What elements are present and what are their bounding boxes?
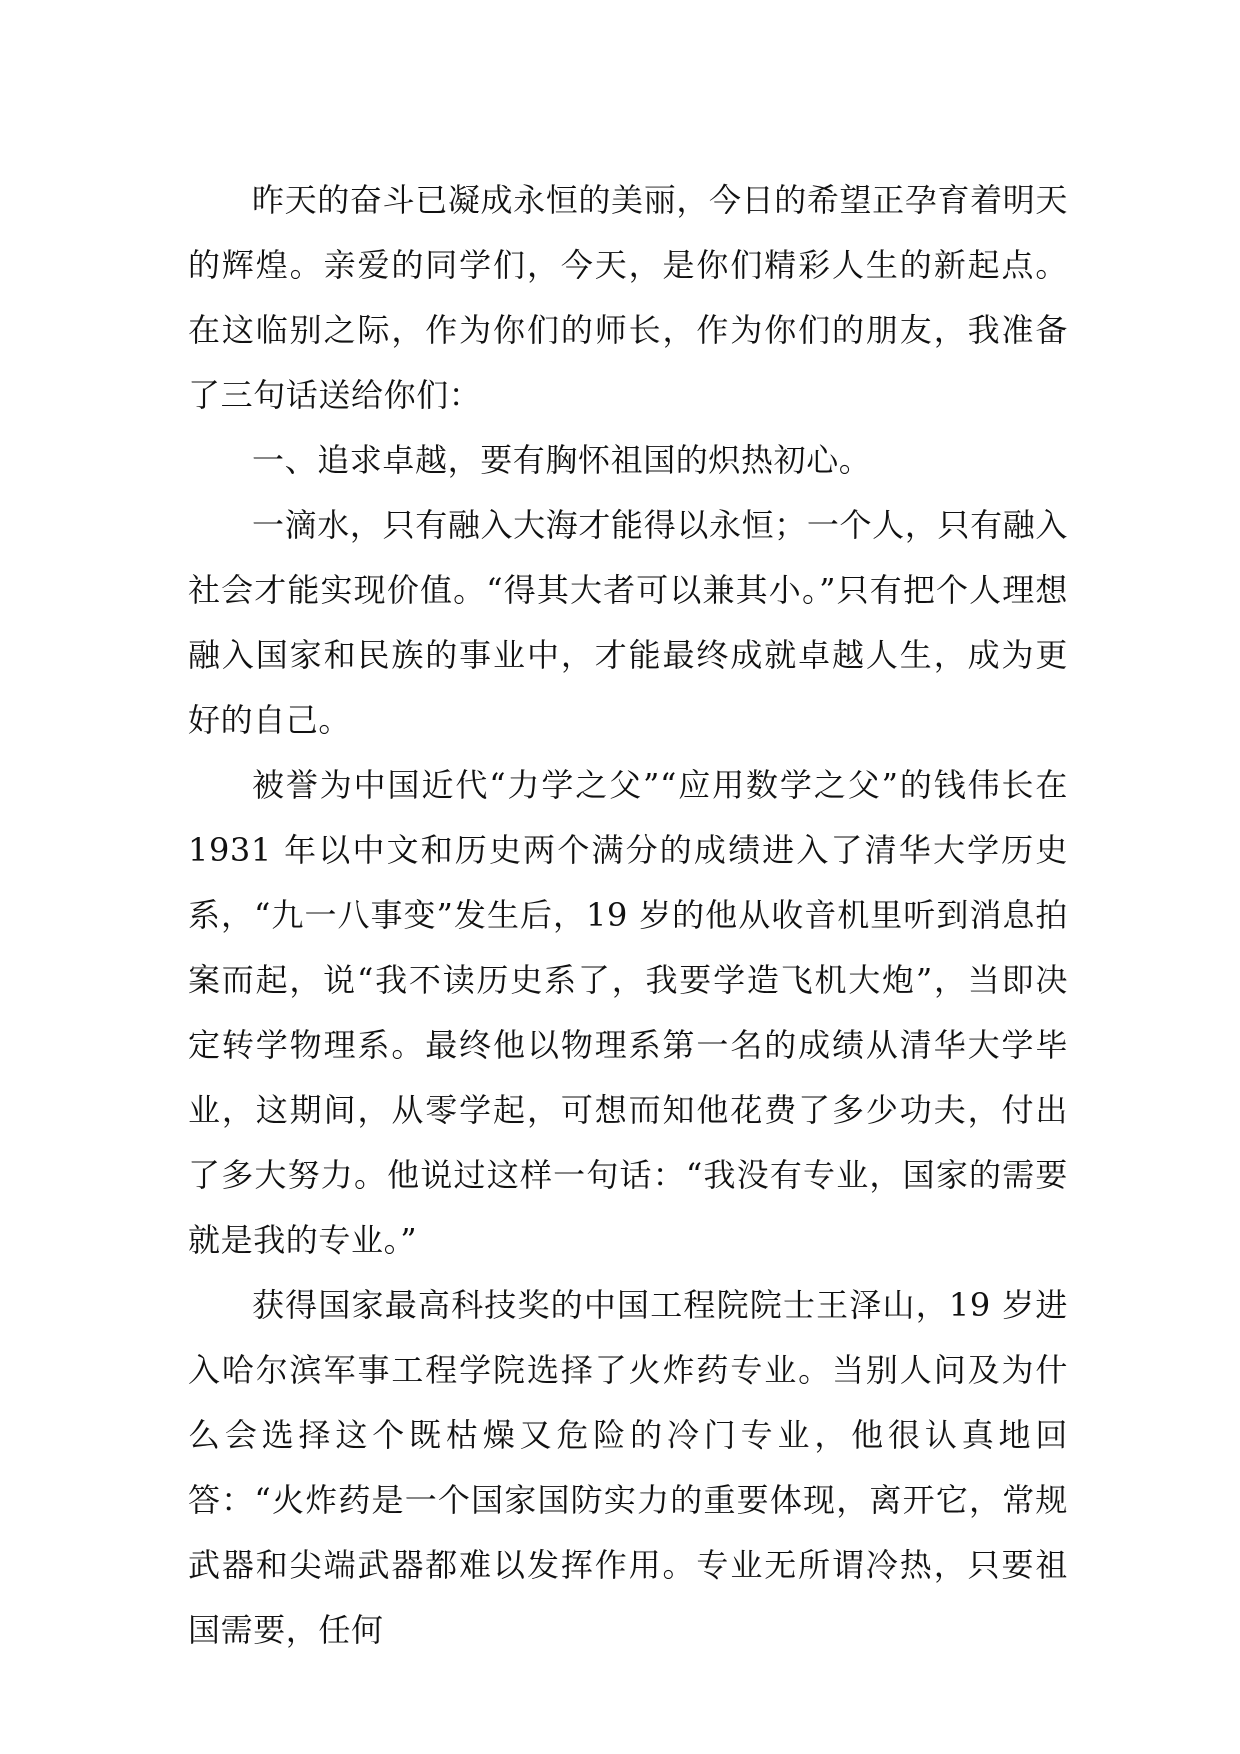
paragraph-opening: 昨天的奋斗已凝成永恒的美丽，今日的希望正孕育着明天的辉煌。亲爱的同学们，今天，是你们精彩人生的新起点。在这临别之际，作为你们的师长，作为你们的朋友，我准备了三句话送给你们： — [188, 181, 1068, 414]
paragraph-water-drop: 一滴水，只有融入大海才能得以永恒；一个人，只有融入社会才能实现价值。“得其大者可以兼其小。”只有把个人理想融入国家和民族的事业中，才能最终成就卓越人生，成为更好的自己。 — [188, 506, 1068, 739]
paragraph-qian-weichang: 被誉为中国近代“力学之父”“应用数学之父”的钱伟长在 1931 年以中文和历史两个满分的成绩进入了清华大学历史系，“九一八事变”发生后，19 岁的他从收音机里听到消息拍案而起，说“我不读历史系了，我要学造飞机大炮”，当即决定转学物理系。最终他以物理系第一名的成绩从清华大学毕业，这期间，从零学起，可想而知他花费了多少功夫，付出了多大努力。他说过这样一句话：“我没有专业，国家的需要就是我的专业。” — [188, 766, 1068, 1259]
paragraph-wang-zeshan: 获得国家最高科技奖的中国工程院院士王泽山，19 岁进入哈尔滨军事工程学院选择了火炸药专业。当别人问及为什么会选择这个既枯燥又危险的冷门专业，他很认真地回答：“火炸药是一个国家国防实力的重要体现，离开它，常规武器和尖端武器都难以发挥作用。专业无所谓冷热，只要祖国需要，任何 — [188, 1286, 1068, 1649]
document-body — [188, 168, 1068, 1663]
paragraph-heading-one: 一、追求卓越，要有胸怀祖国的炽热初心。 — [252, 441, 872, 479]
